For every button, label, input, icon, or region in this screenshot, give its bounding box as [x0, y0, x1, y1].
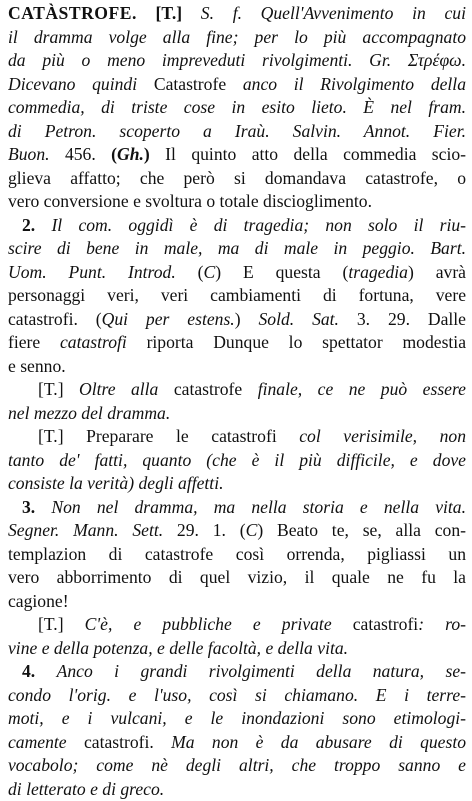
text-run: Oltre alla	[79, 379, 174, 399]
note-2-line-1	[8, 425, 466, 449]
entry-line-2	[8, 26, 466, 50]
text-run: catastrofe	[174, 379, 258, 399]
text-run: personaggi veri, veri cambiamenti di fortuna, vere	[8, 285, 466, 305]
text-run: (	[111, 144, 117, 164]
sense-4-line-2	[8, 684, 466, 708]
note-2-line-3	[8, 472, 466, 496]
note-1-line-1	[8, 378, 466, 402]
text-run: anco il Rivolgimento della	[243, 74, 466, 94]
sense-4-line-1	[8, 660, 466, 684]
text-run: vine e della potenza, e delle facoltà, e della vita.	[8, 638, 348, 658]
sense-2-line-5	[8, 308, 466, 332]
text-run: C'è, e pubbliche e private	[85, 614, 353, 634]
text-run: Non nel dramma, ma nella storia e nella vita.	[51, 497, 466, 517]
text-run: col verisimile, non	[299, 426, 466, 446]
text-run: tragedia	[348, 262, 408, 282]
text-run: Sold. Sat.	[258, 309, 356, 329]
text-run: Catastrofe	[154, 74, 243, 94]
sense-4-line-6	[8, 778, 466, 801]
text-run: 29. 1. (	[177, 520, 246, 540]
text-run: Il com. oggidì è di tragedia; non solo il riu-	[51, 215, 466, 235]
text-run: di Petron. scoperto a Iraù. Salvin. Annot. Fier.	[8, 121, 466, 141]
sense-4-line-5	[8, 754, 466, 778]
entry-line-8	[8, 167, 466, 191]
text-run: moti, e i vulcani, e le inondazioni sono etimologi-	[8, 708, 466, 728]
text-run: [T.] Preparare le catastrofi	[38, 426, 299, 446]
text-run: C	[204, 262, 216, 282]
text-run: C	[246, 520, 258, 540]
text-run: : ro-	[418, 614, 466, 634]
text-run: finale, ce ne può essere	[258, 379, 466, 399]
text-run: Uom. Punt. Introd.	[8, 262, 198, 282]
dictionary-entry	[8, 2, 466, 801]
text-run: riporta Dunque lo spettator modestia	[147, 332, 466, 352]
note-3-line-2	[8, 637, 466, 661]
sense-3-line-1	[8, 496, 466, 520]
sense-4-line-4	[8, 731, 466, 755]
entry-line-3	[8, 49, 466, 73]
sense-3-line-5	[8, 590, 466, 614]
sense-2-line-6	[8, 331, 466, 355]
entry-line-9	[8, 190, 466, 214]
text-run: nel mezzo del dramma.	[8, 403, 170, 423]
text-run: da più o meno impreveduti rivolgimenti. Gr. Στρέφω.	[8, 50, 466, 70]
sense-2-line-7	[8, 355, 466, 379]
text-run: ) E questa (	[215, 262, 348, 282]
note-3-line-1	[8, 613, 466, 637]
entry-line-1	[8, 2, 466, 26]
text-run: catastrofi.	[84, 732, 171, 752]
entry-line-6	[8, 120, 466, 144]
text-run: catastrofi	[60, 332, 147, 352]
text-run: Il quinto atto della commedia scio-	[150, 144, 466, 164]
text-run: Gh.	[117, 144, 144, 164]
text-run: Dicevano quindi	[8, 74, 154, 94]
entry-line-7	[8, 143, 466, 167]
text-run: ) Beato te, se, alla con-	[257, 520, 466, 540]
text-run: condo l'orig. e l'uso, così si chiamano. E i terre-	[8, 685, 466, 705]
text-run: commedia, di triste cose in esito lieto. È nel fram.	[8, 97, 466, 117]
text-run: 2.	[22, 215, 51, 235]
text-run: Ma non è da abusare di questo	[171, 732, 466, 752]
entry-line-5	[8, 96, 466, 120]
sense-2-line-4	[8, 284, 466, 308]
sense-3-line-4	[8, 566, 466, 590]
sense-2-line-3	[8, 261, 466, 285]
text-run: vero conversione e svoltura o totale discioglimento.	[8, 191, 372, 211]
text-run: templazion di catastrofe così orrenda, pigliassi un	[8, 544, 466, 564]
text-run: di letterato e di greco.	[8, 779, 164, 799]
note-2-line-2	[8, 449, 466, 473]
text-run: (	[198, 262, 204, 282]
text-run: )	[235, 309, 259, 329]
text-run: Qui per estens.	[102, 309, 235, 329]
text-run: vero abborrimento di quel vizio, il quale ne fu la	[8, 567, 466, 587]
sense-4-line-3	[8, 707, 466, 731]
text-run: ) avrà	[408, 262, 466, 282]
text-run: il dramma volge alla fine; per lo più accompagnato	[8, 27, 466, 47]
headword: CATÀSTROFE.	[8, 3, 137, 23]
text-run: vocabolo; come nè degli altri, che troppo sanno e	[8, 755, 466, 775]
text-run: 3.	[22, 497, 51, 517]
text-run: S. f. Quell'Avvenimento in cui	[201, 3, 466, 23]
text-run: consiste la verità) degli affetti.	[8, 473, 223, 493]
text-run: e senno.	[8, 356, 66, 376]
text-run: Segner. Mann. Sett.	[8, 520, 177, 540]
sense-2-line-1	[8, 214, 466, 238]
sense-3-line-2	[8, 519, 466, 543]
text-run: catastrofi. (	[8, 309, 102, 329]
note-1-line-2	[8, 402, 466, 426]
text-run: Buon.	[8, 144, 65, 164]
text-run: cagione!	[8, 591, 69, 611]
entry-line-4	[8, 73, 466, 97]
text-run: glieva affatto; che però si domandava catastrofe, o	[8, 168, 466, 188]
text-run: tanto de' fatti, quanto (che è il più difficile, e dove	[8, 450, 466, 470]
text-run: camente	[8, 732, 84, 752]
text-run: [T.]	[38, 614, 85, 634]
text-run: )	[144, 144, 150, 164]
text-run: fiere	[8, 332, 60, 352]
text-run: catastrofi	[353, 614, 418, 634]
text-run: 4.	[22, 661, 57, 681]
text-run: [T.]	[38, 379, 79, 399]
text-run: Anco i grandi rivolgimenti della natura, se-	[57, 661, 466, 681]
text-run: 456.	[65, 144, 111, 164]
sense-3-line-3	[8, 543, 466, 567]
text-run: [T.]	[137, 3, 201, 23]
text-run: 3. 29. Dalle	[357, 309, 466, 329]
text-run: scire di bene in male, ma di male in peggio. Bart.	[8, 238, 466, 258]
sense-2-line-2	[8, 237, 466, 261]
